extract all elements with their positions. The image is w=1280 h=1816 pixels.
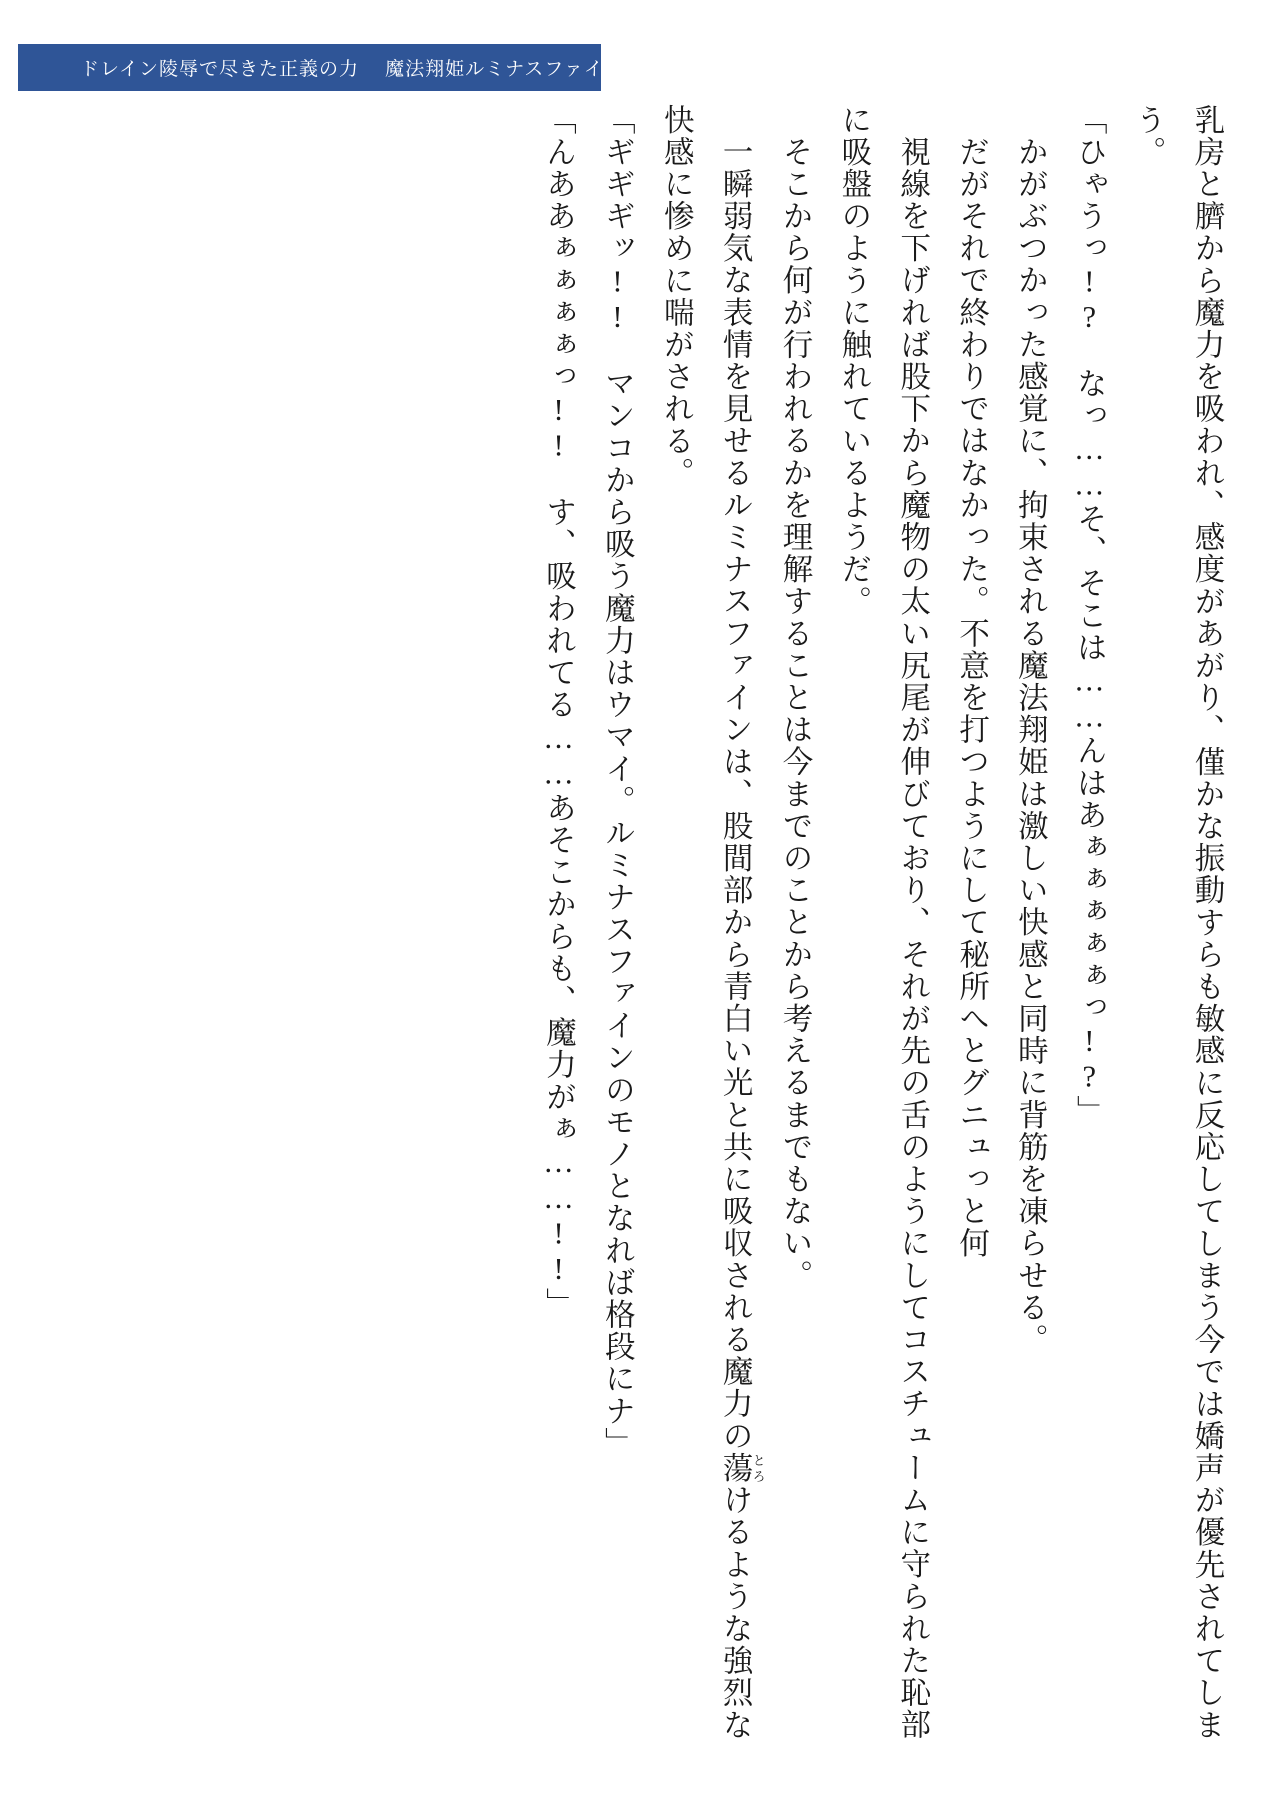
paragraph-4: だがそれで終わりではなかった。不意を打つようにして秘所へとグニュっと何 [954, 136, 989, 1260]
running-header-band [18, 44, 624, 91]
ruby-reading: とろ [750, 1452, 766, 1485]
paragraph-6: そこから何が行われるかを理解することは今までのことから考えるまでもない。 [777, 136, 812, 1292]
paragraph-5: 視線を下げれば股下から魔物の太い尻尾が伸びており、それが先の舌のようにしてコスチュームに守られた恥部に吸盤のように触れているようだ。 [836, 104, 930, 1741]
paragraph-1: 乳房と臍から魔力を吸われ、感度があがり、僅かな振動すらも敏感に反応してしまう今では嬌声が優先されてしまう。 [1131, 104, 1224, 1742]
paragraph-8: 「ギギギッ!! マンコから吸う魔力はウマイ。ルミナスファインのモノとなれば格段にナ」 [600, 104, 635, 1460]
paragraph-3: かがぶつかった感覚に、拘束される魔法翔姫は激しい快感と同時に背筋を凍らせる。 [1013, 136, 1048, 1356]
paragraph-2: 「ひゃうっ!? なっ……そ、そこは……んはあぁぁぁぁぁっ!?」 [1072, 104, 1107, 1128]
paragraph-7: 一瞬弱気な表情を見せるルミナスファインは、股間部から青白い光と共に吸収される魔力の蕩とろけるような強烈な快感に惨めに喘がされる。 [659, 104, 766, 1742]
running-head-left: ドレイン陵辱で尽きた正義の力 [80, 59, 360, 80]
running-head-text [80, 54, 624, 81]
running-head-right: 魔法翔姫ルミナスファイン [385, 59, 624, 80]
paragraph-9: 「んああぁぁぁぁっ!! す、吸われてる……あそこからも、魔力がぁ……!!」 [541, 104, 576, 1320]
ruby-annotation: 蕩とろ [718, 1452, 766, 1485]
vertical-text-body [52, 104, 1236, 1744]
